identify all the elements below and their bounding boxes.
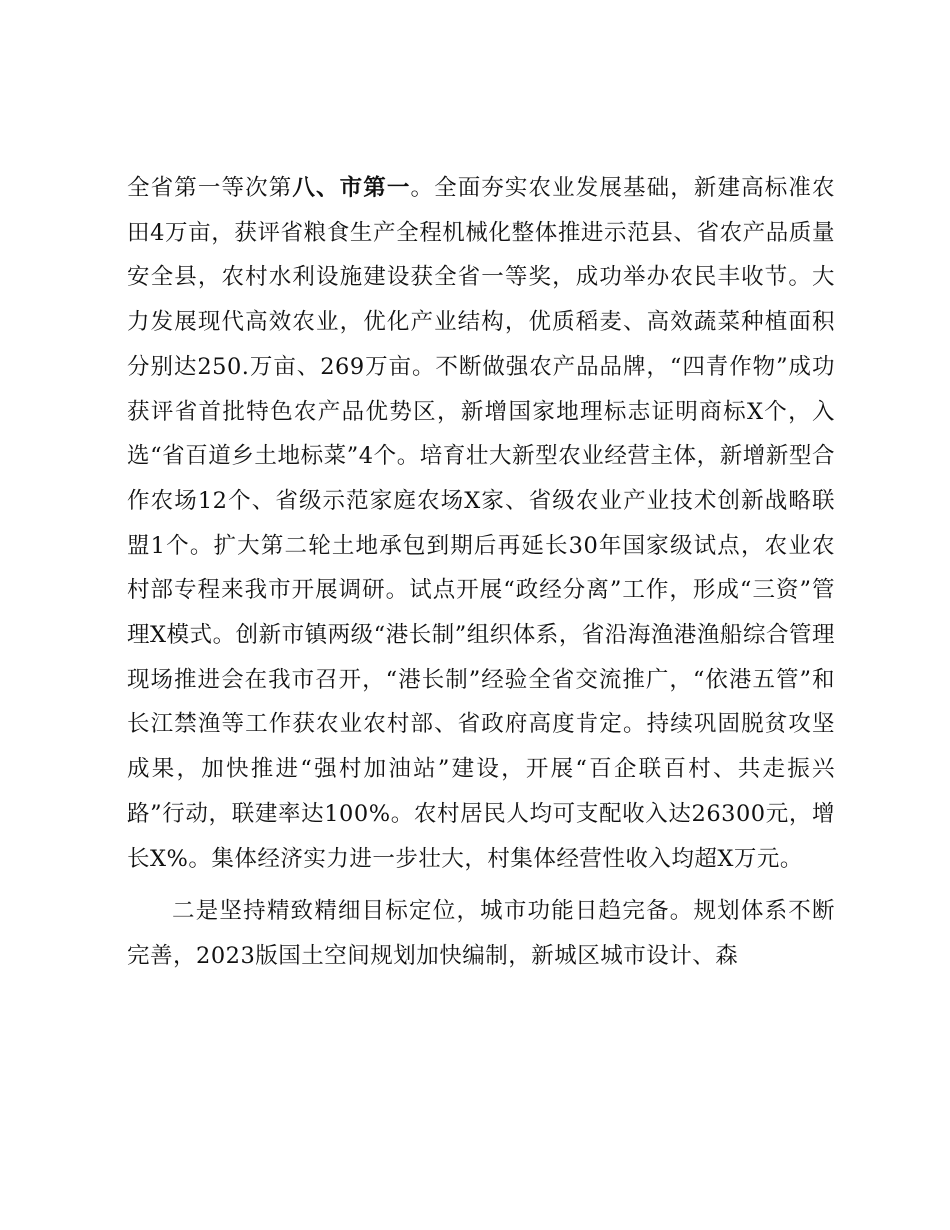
- paragraph-lead-bold: 八、市第一: [292, 175, 411, 201]
- paragraph-text: 。全面夯实农业发展基础，新建高标准农田4万亩，获评省粮食生产全程机械化整体推进示范县、省农产品质量安全县，农村水利设施建设获全省一等奖，成功举办农民丰收节。大力发展现代高效农业，优化产业结构，优质稻麦、高效蔬菜种植面积分别达250.万亩、269万亩。不断做强农产品品牌，“四青作物”成功获评省首批特色农产品优势区，新增国家地理标志证明商标X个，入选“省百道乡土地标菜”4个。培育壮大新型农业经营主体，新增新型合作农场12个、省级示范家庭农场X家、省级农业产业技术创新战略联盟1个。扩大第二轮土地承包到期后再延长30年国家级试点，农业农村部专程来我市开展调研。试点开展“政经分离”工作，形成“三资”管理X模式。创新市镇两级“港长制”组织体系，省沿海渔港渔船综合管理现场推进会在我市召开，“港长制”经验全省交流推广，“依港五管”和长江禁渔等工作获农业农村部、省政府高度肯定。持续巩固脱贫攻坚成果，加快推进“强村加油站”建设，开展“百企联百村、共走振兴路”行动，联建率达100%。农村居民人均可支配收入达26300元，增长X%。集体经济实力进一步壮大，村集体经营性收入均超X万元。: [127, 175, 835, 872]
- paragraph-text: 二是坚持精致精细目标定位，城市功能日趋完备。规划体系不断完善，2023版国土空间规划加快编制，新城区城市设计、森: [127, 898, 835, 969]
- document-body: [127, 166, 835, 979]
- paragraph-agriculture: [127, 166, 835, 881]
- paragraph-city-function: [127, 889, 835, 978]
- paragraph-lead: 全省第一等次第: [127, 175, 293, 201]
